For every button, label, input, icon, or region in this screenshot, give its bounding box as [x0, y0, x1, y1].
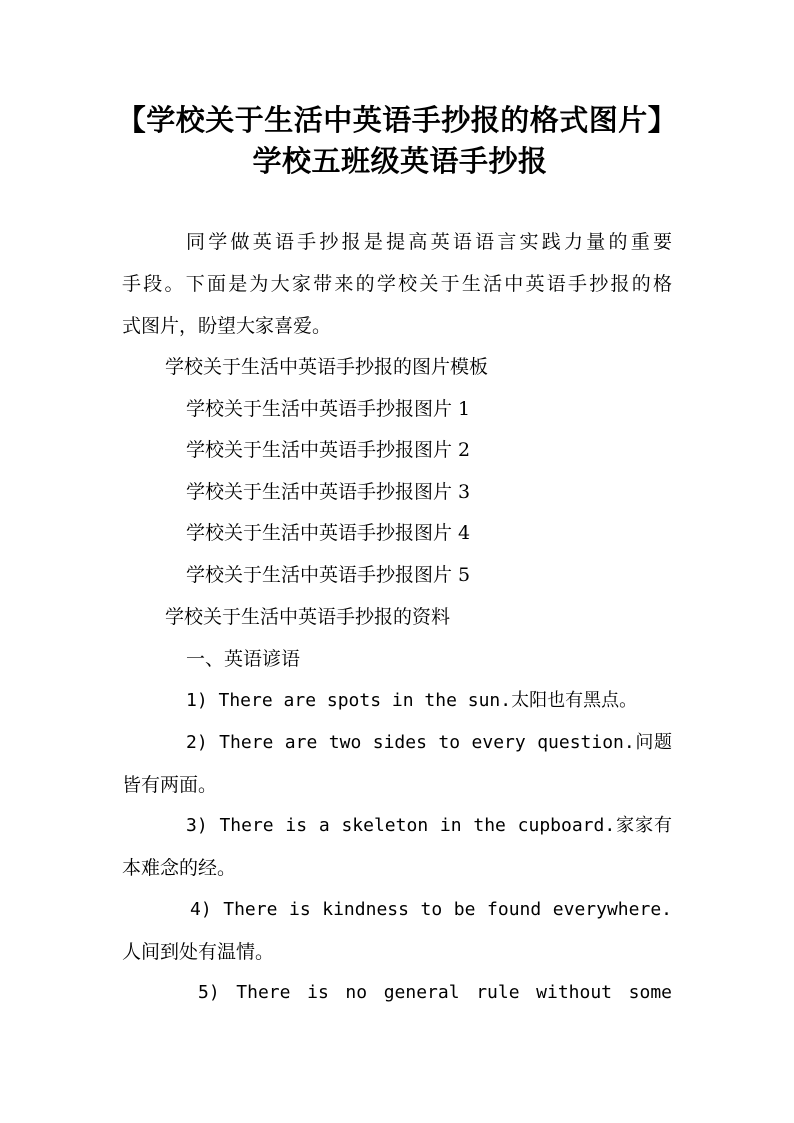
document-title-line-2: 学校五班级英语手抄报 — [252, 144, 548, 178]
list-item: 学校关于生活中英语手抄报图片 4 — [186, 522, 471, 544]
intro-line-3: 式图片，盼望大家喜爱。 — [122, 315, 332, 337]
template-heading: 学校关于生活中英语手抄报的图片模板 — [165, 356, 489, 378]
list-item: 学校关于生活中英语手抄报图片 2 — [186, 439, 471, 461]
proverb-2-line-2: 皆有两面。 — [122, 774, 218, 796]
proverb-4-line-1: 4) There is kindness to be found everywhere. — [190, 899, 672, 920]
intro-line-1: 同学做英语手抄报是提高英语语言实践力量的重要 — [186, 231, 672, 253]
proverb-3-line-2: 本难念的经。 — [122, 857, 237, 879]
proverb-5-line-1: 5) There is no general rule without some — [198, 982, 672, 1003]
list-item: 学校关于生活中英语手抄报图片 3 — [186, 481, 471, 503]
document-title-line-1: 【学校关于生活中英语手抄报的格式图片】 — [116, 103, 678, 137]
materials-heading: 学校关于生活中英语手抄报的资料 — [165, 606, 451, 628]
proverb-2-line-1: 2) There are two sides to every question.问题 — [186, 732, 672, 753]
list-item: 学校关于生活中英语手抄报图片 1 — [186, 398, 471, 420]
intro-line-2: 手段。下面是为大家带来的学校关于生活中英语手抄报的格 — [122, 273, 672, 295]
section-heading: 一、英语谚语 — [186, 648, 301, 670]
proverb-3-line-1: 3) There is a skeleton in the cupboard.家家有 — [186, 815, 672, 836]
proverb-4-line-2: 人间到处有温情。 — [122, 941, 275, 963]
proverb-1-line-1: 1) There are spots in the sun.太阳也有黑点。 — [186, 690, 638, 711]
list-item: 学校关于生活中英语手抄报图片 5 — [186, 564, 471, 586]
